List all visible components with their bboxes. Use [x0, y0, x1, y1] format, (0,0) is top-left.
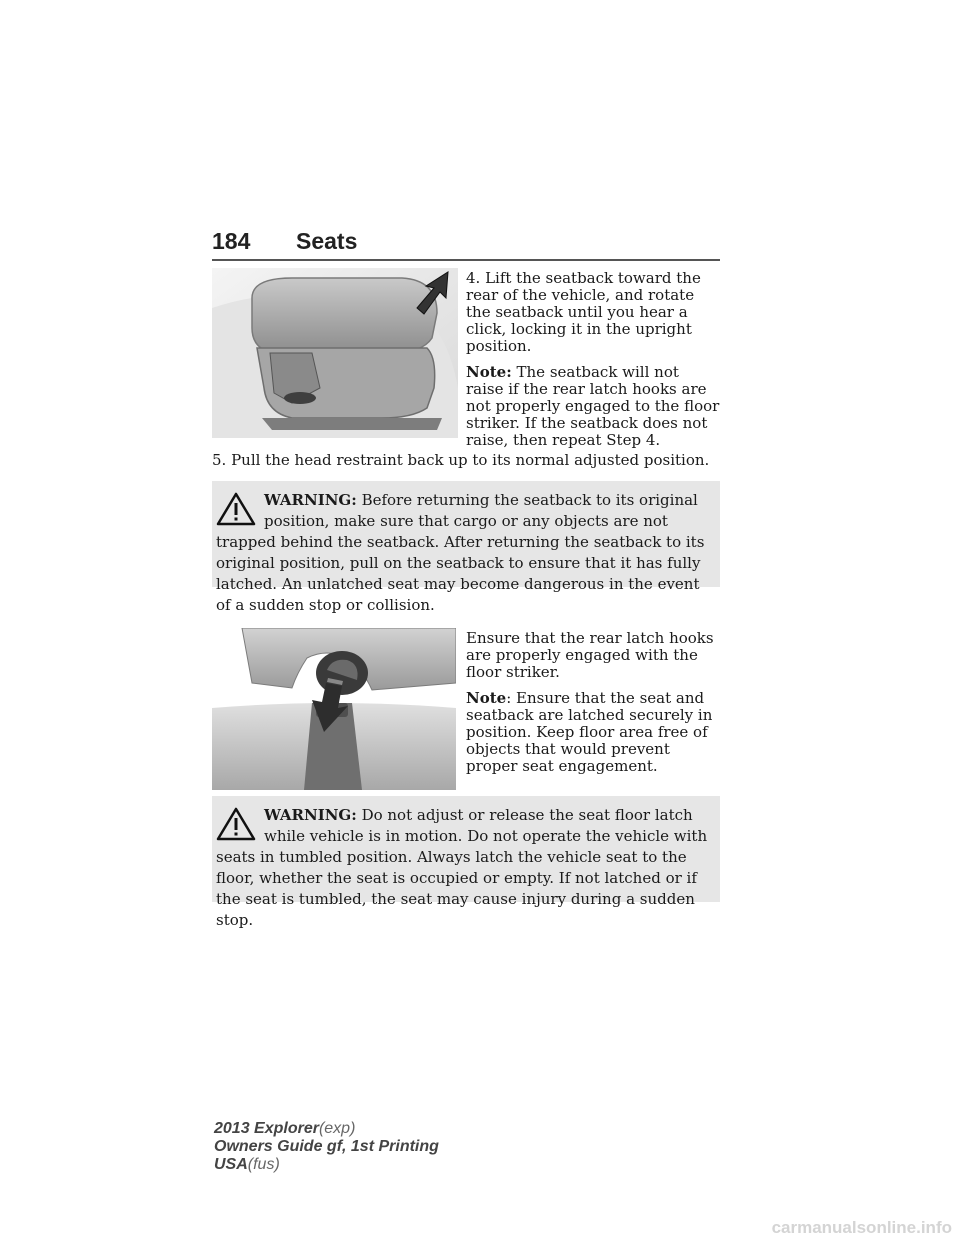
warning-text: Do not adjust or release the seat floor latch while vehicle is in motion. Do not operate the vehicle with seats in tumbled position. Always latch the vehicle seat to the floor, whether the seat is occupied or empty. If not latched or if the seat is tumbled, the seat may cause injury during a sudden stop.	[216, 806, 708, 929]
warning-label: WARNING:	[264, 806, 357, 824]
seatback-lift-illustration	[212, 268, 458, 438]
warning-label: WARNING:	[264, 491, 357, 509]
warning-triangle-icon	[216, 492, 256, 526]
warning-box-2	[212, 796, 720, 929]
latch-block	[466, 630, 720, 775]
header-rule	[212, 259, 720, 261]
step-4-text: 4. Lift the seatback toward the rear of the vehicle, and rotate the seatback until you hear a click, locking it in the upright position.	[466, 269, 701, 355]
footer-guide: Owners Guide gf, 1st Printing	[214, 1138, 439, 1155]
section-title: Seats	[296, 228, 358, 254]
latch-text: Ensure that the rear latch hooks are properly engaged with the floor striker.	[466, 629, 714, 681]
watermark: carmanualsonline.info	[771, 1218, 952, 1237]
latch-note-label: Note	[466, 689, 507, 707]
document-footer	[214, 1120, 439, 1174]
footer-market: USA	[214, 1156, 248, 1173]
footer-model: 2013 Explorer	[214, 1120, 319, 1137]
footer-market-code: (fus)	[247, 1156, 280, 1173]
note-text: The seatback will not raise if the rear latch hooks are not properly engaged to the floor striker. If the seatback does not raise, then repeat Step 4.	[466, 363, 720, 449]
step-4-block	[466, 270, 720, 449]
step-5-text: 5. Pull the head restraint back up to its normal adjusted position.	[212, 451, 710, 469]
footer-model-code: (exp)	[318, 1120, 356, 1137]
page-number: 184	[212, 228, 251, 254]
step-4-note	[466, 364, 720, 449]
warning-box-1	[212, 481, 720, 614]
latch-note-text: : Ensure that the seat and seatback are latched securely in position. Keep floor area free of objects that would prevent proper seat engagement.	[466, 689, 713, 775]
latch-note	[466, 690, 720, 775]
latch-hook-illustration	[212, 628, 456, 790]
note-label: Note:	[466, 363, 512, 381]
warning-text: Before returning the seatback to its original position, make sure that cargo or any objects are not trapped behind the seatback. After returning the seatback to its original position, pull on the seatback to ensure that it has fully latched. An unlatched seat may become dangerous in the event of a sudden stop or collision.	[216, 491, 705, 614]
warning-triangle-icon	[216, 807, 256, 841]
